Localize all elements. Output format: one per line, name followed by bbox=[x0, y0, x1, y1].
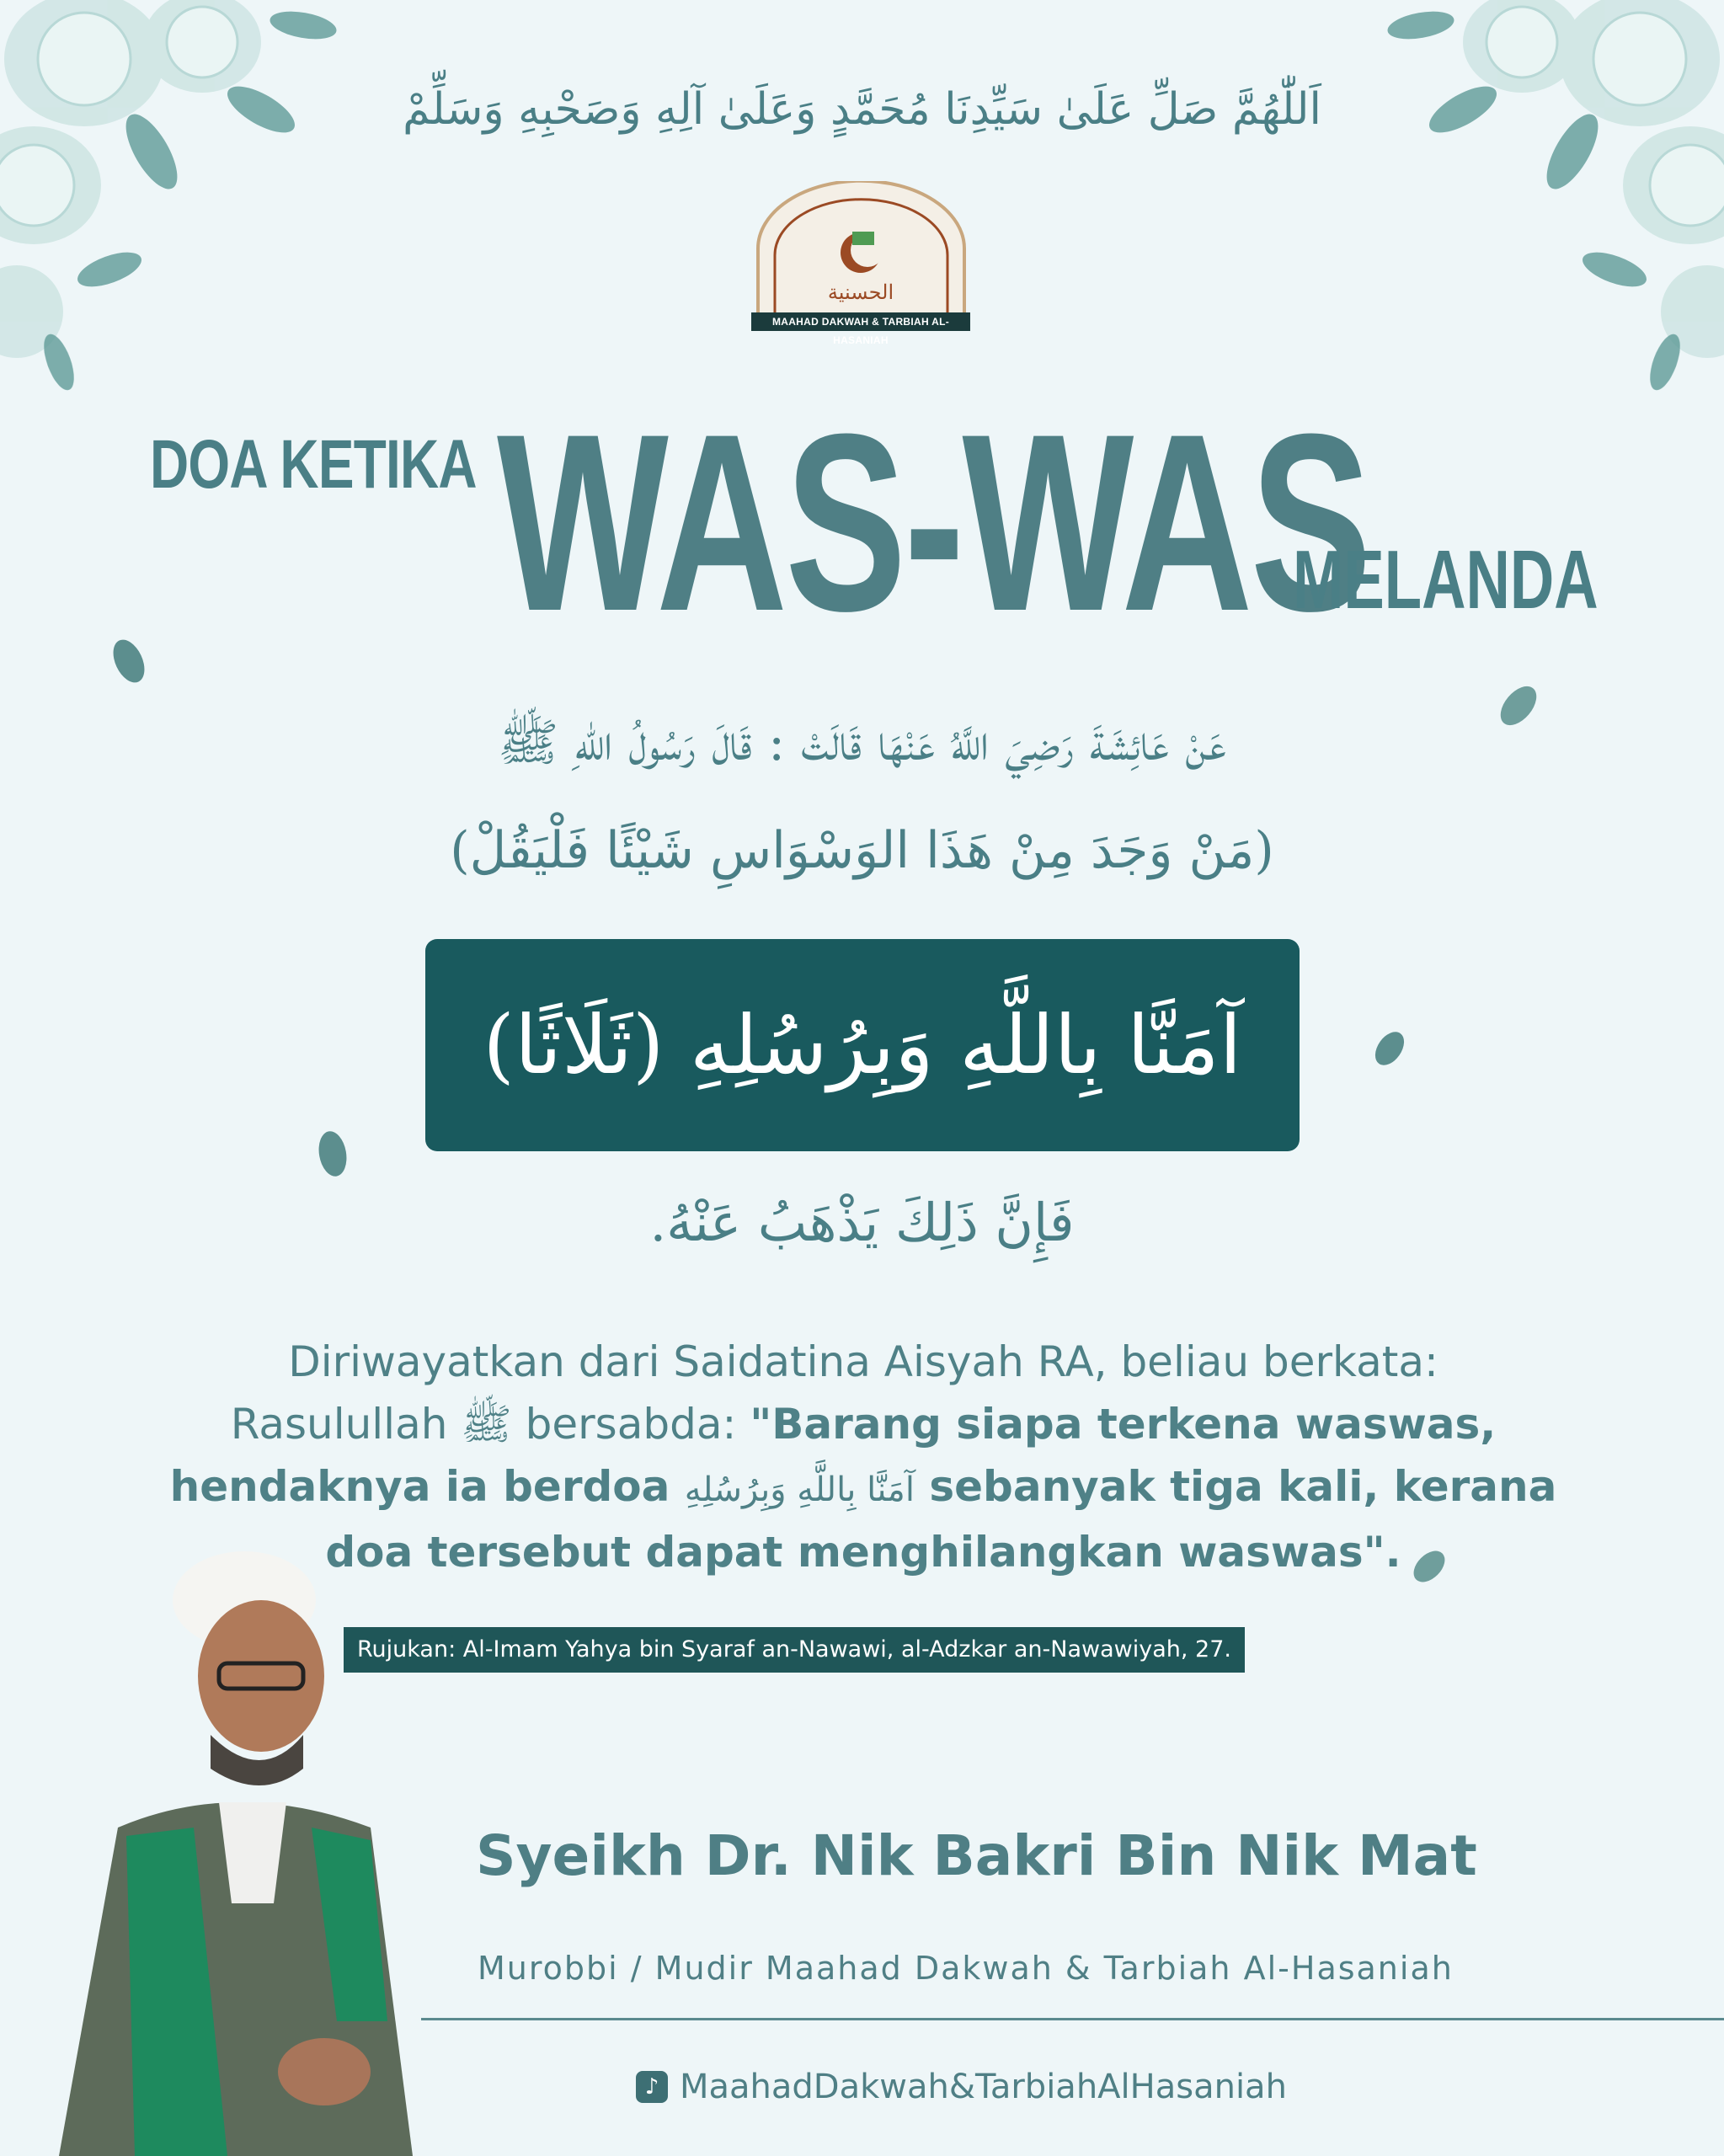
page-title: WAS-WAS bbox=[497, 381, 1369, 664]
speaker-name: Syeikh Dr. Nik Bakri Bin Nik Mat bbox=[476, 1823, 1477, 1888]
doa-box bbox=[425, 939, 1300, 1151]
speaker-portrait bbox=[34, 1550, 430, 2156]
speaker-role: Murobbi / Mudir Maahad Dakwah & Tarbiah Al-Hasaniah bbox=[478, 1950, 1454, 1987]
rujukan-reference: Rujukan: Al-Imam Yahya bin Syaraf an-Nawawi, al-Adzkar an-Nawawiyah, 27. bbox=[344, 1627, 1245, 1673]
translation-bold-3: sebanyak tiga kali, kerana bbox=[914, 1462, 1557, 1511]
logo-caption: MAAHAD DAKWAH & TARBIAH AL-HASANIAH bbox=[751, 312, 970, 331]
maahad-logo-icon bbox=[741, 181, 981, 316]
social-handle-row[interactable] bbox=[636, 2068, 1287, 2106]
translation-bold-2: hendaknya ia berdoa bbox=[169, 1462, 685, 1511]
translation-bold-4: doa tersebut dapat menghilangkan waswas". bbox=[325, 1528, 1401, 1577]
salawat-text: اَللّٰهُمَّ صَلِّ عَلَىٰ سَيِّدِنَا مُحَمَّدٍ وَعَلَىٰ آلِهِ وَصَحْبِهِ وَسَلِّمْ bbox=[403, 84, 1321, 135]
translation-doa-inline: آمَنَّا بِاللَّهِ وَبِرُسُلِهِ bbox=[684, 1470, 915, 1509]
divider bbox=[421, 2018, 1724, 2020]
leaf-icon bbox=[312, 1129, 354, 1179]
doa-text: آمَنَّا بِاللَّهِ وَبِرُسُلِهِ (ثَلَاثًا) bbox=[483, 998, 1242, 1092]
translation-bold-1: "Barang siapa terkena waswas, bbox=[750, 1400, 1497, 1449]
translation-part-1: Diriwayatkan dari Saidatina Aisyah RA, beliau berkata: bbox=[288, 1337, 1438, 1386]
social-handle[interactable]: MaahadDakwah&TarbiahAlHasaniah bbox=[680, 2068, 1287, 2106]
translation bbox=[152, 1331, 1575, 1583]
title-prefix: DOA KETIKA bbox=[150, 426, 477, 503]
leaf-icon bbox=[108, 636, 150, 686]
leaf-icon bbox=[1369, 1023, 1411, 1074]
tiktok-icon: ♪ bbox=[636, 2071, 668, 2103]
svg-text:الحسنية: الحسنية bbox=[827, 280, 894, 304]
hadith-line-1: عَنْ عَائِشَةَ رَضِيَ اللَّهُ عَنْهَا قَالَتْ : قَالَ رَسُولُ اللهِ ﷺ bbox=[497, 713, 1227, 772]
floral-corner-right bbox=[1219, 0, 1724, 430]
hadith-line-3: فَإِنَّ ذَلِكَ يَذْهَبُ عَنْهُ. bbox=[649, 1192, 1075, 1253]
maahad-logo bbox=[741, 181, 981, 346]
title-suffix: MELANDA bbox=[1293, 533, 1599, 626]
translation-part-2: Rasulullah ﷺ bersabda: bbox=[230, 1400, 750, 1449]
hadith-line-2: (مَنْ وَجَدَ مِنْ هَذَا الوَسْوَاسِ شَيْئًا فَلْيَقُلْ) bbox=[450, 821, 1274, 880]
floral-corner-left bbox=[0, 0, 505, 430]
